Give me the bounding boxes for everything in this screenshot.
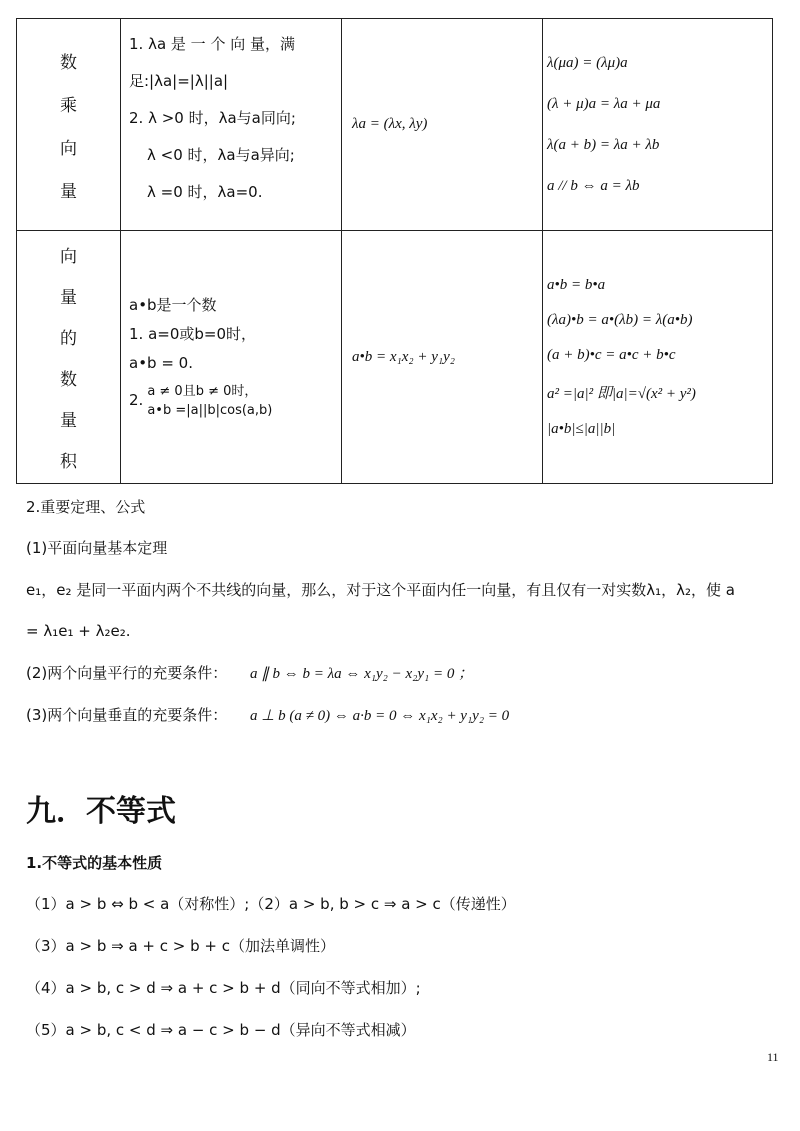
case-number: 2. (129, 391, 144, 409)
row-name-char: 量 (60, 181, 77, 202)
law-line: (λ + μ)a = λa + μa (547, 95, 661, 112)
law-line: |a•b|≤|a||b| (547, 420, 616, 437)
definition-line: 2. λ >0 时，λa与a同向; (129, 109, 296, 127)
row-name-char: 向 (60, 247, 77, 267)
row-name-char: 量 (60, 411, 77, 431)
laws-list (543, 55, 772, 195)
row-name-char: 向 (60, 138, 77, 159)
coordinate-cell (342, 231, 543, 484)
law-line: λ(μa) = (λμ)a (547, 54, 628, 71)
page-number: 11 (767, 1050, 779, 1064)
row-name-char: 乘 (60, 95, 77, 116)
definition-line: 1. λa 是 一 个 向 量，满 (129, 35, 295, 53)
definition-cell (121, 231, 342, 484)
row-name-vertical (17, 48, 120, 202)
vector-operations-table (16, 18, 773, 484)
row-name-char: 量 (60, 288, 77, 308)
law-line: (λa)•b = a•(λb) = λ(a•b) (547, 311, 693, 328)
law-line: λ(a + b) = λa + λb (547, 136, 660, 153)
row-name-char: 的 (60, 329, 77, 349)
law-line: (a + b)•c = a•c + b•c (547, 346, 676, 363)
condition-label: (2)两个向量平行的充要条件： (26, 664, 228, 682)
parallel-condition (26, 662, 473, 683)
laws-cell (543, 19, 773, 231)
row-name-cell (17, 19, 121, 231)
row-name-vertical (17, 242, 120, 472)
condition-formula: a ∥ b ⇔ b = λa ⇔ x₁y₂ − x₂y₁ = 0 ； (250, 666, 474, 682)
law-line: a // b ⇔ a = λb (547, 177, 640, 194)
definition-line: a•b是一个数 (129, 295, 217, 314)
coordinate-cell (342, 19, 543, 231)
perpendicular-condition (26, 704, 509, 725)
theorem-text: = λ₁e₁ + λ₂e₂. (26, 622, 131, 640)
definition-line: a ≠ 0且b ≠ 0时， (147, 383, 258, 399)
case-2-lines (147, 385, 272, 417)
table-row-dot-product (17, 231, 773, 484)
row-name-char: 数 (60, 52, 77, 73)
laws-list (543, 277, 772, 438)
property-item: （5）a > b, c < d ⇒ a − c > b − d（异向不等式相减） (26, 1021, 416, 1039)
definition-line: 1. a=0或b=0时， (129, 324, 257, 343)
property-item: （1）a > b ⇔ b < a（对称性）;（2）a > b, b > c ⇒ a > c（传递性） (26, 895, 516, 913)
definition-line: λ =0 时，λa=0. (147, 183, 263, 201)
condition-label: (3)两个向量垂直的充要条件： (26, 706, 228, 724)
definition-text (121, 276, 341, 439)
section-heading: 2.重要定理、公式 (26, 498, 146, 516)
row-name-char: 积 (60, 452, 77, 472)
table-row-scalar-multiplication (17, 19, 773, 231)
coordinate-formula: a•b = x₁x₂ + y₁y₂ (352, 348, 455, 365)
laws-cell (543, 231, 773, 484)
property-item: （3）a > b ⇒ a + c > b + c（加法单调性） (26, 937, 335, 955)
definition-text (121, 19, 341, 230)
definition-line: λ <0 时，λa与a异向; (147, 146, 295, 164)
definition-cell (121, 19, 342, 231)
chapter-title: 九．不等式 (26, 794, 176, 829)
property-item: （4）a > b, c > d ⇒ a + c > b + d（同向不等式相加）; (26, 979, 421, 997)
coordinate-formula: λa = (λx, λy) (352, 116, 428, 132)
row-name-cell (17, 231, 121, 484)
definition-line: 足:|λa|=|λ||a| (129, 72, 229, 90)
subsection-heading: (1)平面向量基本定理 (26, 539, 168, 557)
definition-line: a•b =|a||b|cos(a,b) (147, 402, 273, 418)
condition-formula: a ⊥ b (a ≠ 0) ⇔ a·b = 0 ⇔ x₁x₂ + y₁y₂ = 0 (250, 708, 510, 724)
law-line: a² =|a|² 即|a|=√(x² + y²) (547, 385, 696, 402)
law-line: a•b = b•a (547, 276, 606, 293)
definition-line: a•b = 0. (129, 353, 193, 372)
chapter-subtitle: 1.不等式的基本性质 (26, 854, 163, 872)
theorem-text: e₁，e₂ 是同一平面内两个不共线的向量，那么，对于这个平面内任一向量，有且仅有一对实数λ₁，λ₂，使 a (26, 581, 735, 599)
definition-case-2 (129, 385, 333, 417)
row-name-char: 数 (60, 370, 77, 390)
